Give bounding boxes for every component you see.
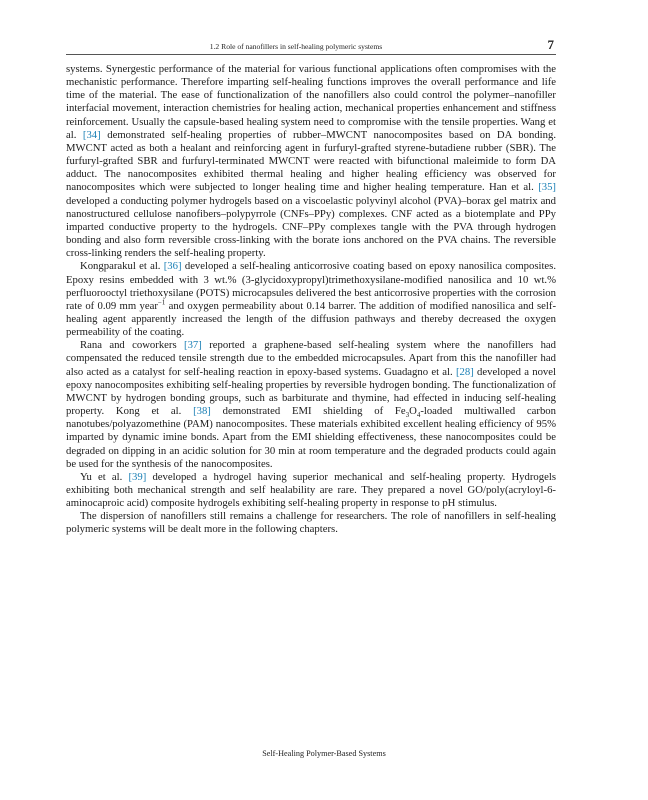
header-section-title: 1.2 Role of nanofillers in self-healing polymeric systems (209, 42, 383, 51)
subscript: 4 (416, 411, 421, 420)
paragraph-text: systems. Synergestic performance of the material for various functional applications often compromises with the mechanistic performance. Therefore imparting self-healing functions improves the overall performance and life time of the material. The ease of functionalization of the nanofillers also could control the polymer–nanofiller interfacial movement, interaction chemistries for healing action, mechanical properties enhancement and stiffness reinforcement. Usually the capsule-based healing system need to compromise with the tensile properties. Wang et al. (66, 63, 556, 141)
superscript: −1 (157, 298, 166, 307)
paragraph-text: demonstrated self-healing properties of rubber–MWCNT nanocomposites based on DA bonding. MWCNT acted as both a healant and reinforcing agent in furfuryl-grafted styrene-butadiene rubber (SBR). The furfuryl-grafted SBR and furfuryl-terminated MWCNT were reacted with bifunctional maleimide to form DA adduct. The nanocomposites exhibited thermal healing and higher healing efficiency was observed for nanocomposites which were subjected to longer healing time and higher healing temperature. Han et al. (66, 128, 556, 194)
paragraph-text: developed a hydrogel having superior mechanical and self-healing property. Hydrogels exhibiting both mechanical strength and self healability are rare. They prepared a novel GO/poly(acryloyl-6-aminocaproic acid) composite hydrogels exhibiting self-healing property in response to pH stimulus. (66, 470, 556, 510)
citation-link[interactable]: [37] (184, 339, 202, 352)
citation-link[interactable]: [36] (163, 260, 182, 273)
paragraph-4 (66, 471, 556, 510)
citation-link[interactable]: [35] (538, 181, 556, 194)
paragraph-text: O (409, 405, 417, 418)
paragraph-text: -loaded multiwalled carbon nanotubes/polyazomethine (PAM) nanocomposites. These materials exhibited excellent healing efficiency of 95% imparted by dynamic imine bonds. Apart from the EMI shielding effectiveness, these nanocomposites could be degraded on dipping in an acidic solution for 30 min at room temperature and the degraded products could again be used for the synthesis of the nanocomposites. (66, 405, 556, 470)
running-header (66, 36, 556, 55)
paragraph-text: Yu et al. (80, 470, 129, 483)
paragraph-text: reported a graphene-based self-healing system where the nanofillers had compensated the reduced tensile strength due to the embedded microcapsules. Apart from this the nanofiller had also acted as a catalyst for self-healing reaction in epoxy-based systems. Guadagno et al. (66, 339, 556, 378)
page-number: 7 (547, 37, 554, 52)
citation-link[interactable]: [39] (128, 470, 147, 483)
citation-link[interactable]: [38] (193, 405, 211, 418)
paragraph-text: developed a self-healing anticorrosive coating based on epoxy nanosilica composites. Epoxy resins embedded with 3 wt.% (3-glycidoxypropyl)trimethoxysilane-modified nanosilica and 10 wt.% perfluorooctyl triethoxysilane (POTS) microcapsules delivered the best anticorrosive properties with the corrosion rate of 0.09 mm year (66, 260, 556, 312)
paragraph-text: demonstrated EMI shielding of Fe (210, 405, 406, 418)
paragraph-3 (66, 339, 556, 471)
paragraph-5 (66, 510, 556, 536)
paragraph-text: The dispersion of nanofillers still remains a challenge for researchers. The role of nanofillers in self-healing polymeric systems will be dealt more in the following chapters. (66, 510, 556, 536)
paragraph-text: developed a novel epoxy nanocomposites exhibiting self-healing properties by reversible hydrogen bonding. The functionalization of MWCNT by hydrogen bonding groups, such as barbiturate and thymine, had effected in inducing self-healing property. Kong et al. (66, 365, 556, 418)
citation-link[interactable]: [28] (455, 365, 474, 378)
paragraph-2 (66, 260, 556, 339)
paragraph-text: Kongparakul et al. (80, 260, 164, 273)
running-footer: Self-Healing Polymer-Based Systems (262, 749, 386, 758)
citation-link[interactable]: [34] (82, 128, 101, 141)
paragraph-text: developed a conducting polymer hydrogels based on a viscoelastic polyvinyl alcohol (PVA)–borax gel matrix and nanostructured cellulose nanofibers–polypyrrole (CNFs–PPy) complexes. CNF acted as a biotemplate and PPy imparted conductive property to the hydrogels. CNF–PPy complexes tangle with the PVA through hydrogen bonding and also form reversible cross-linking with the borate ions anchored on the PVA chains. The reversible cross-linking renders the self-healing property. (66, 194, 556, 260)
body-text (66, 63, 556, 537)
paragraph-text: Rana and coworkers (80, 339, 185, 352)
subscript: 3 (405, 411, 410, 420)
paragraph-1 (66, 63, 556, 260)
paragraph-text: and oxygen permeability about 0.14 barrer. The addition of modified nanosilica and self-healing agent apparently increased the length of the diffusion pathways and thereby decreased the oxygen permeability of the coating. (66, 299, 557, 339)
